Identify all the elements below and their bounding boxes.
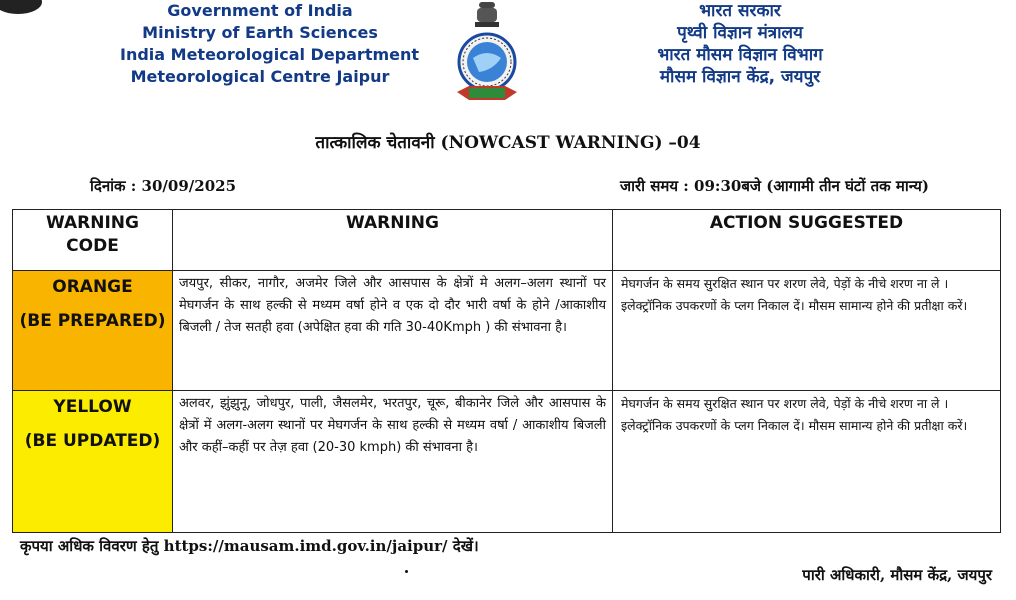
- table-row: [13, 271, 1001, 391]
- warning-code-name: ORANGE: [52, 277, 133, 297]
- details-link-line[interactable]: कृपया अधिक विवरण हेतु https://mausam.imd.gov.in/jaipur/ देखें।: [20, 537, 479, 555]
- warning-code-subtitle: (BE PREPARED): [19, 311, 166, 331]
- imd-emblem-logo: [449, 0, 525, 108]
- action-suggested-text: मेघगर्जन के समय सुरक्षित स्थान पर शरण लेवे, पेड़ों के नीचे शरण ना ले । इलेक्ट्रॉनिक उपकरणों के प्लग निकाल दें। मौसम सामान्य होने की प्रतीक्षा करें।: [613, 271, 1001, 391]
- header-english-line: Ministry of Earth Sciences: [142, 23, 378, 42]
- corner-mark: [0, 0, 42, 14]
- table-row: [13, 391, 1001, 533]
- header-hindi-line: मौसम विज्ञान केंद्र, जयपुर: [659, 67, 821, 87]
- stray-dot: [405, 570, 408, 573]
- header-english-line: Government of India: [167, 1, 353, 20]
- issue-time-line: जारी समय : 09:30बजे (आगामी तीन घंटों तक मान्य): [620, 177, 929, 195]
- warning-table: [12, 209, 1001, 533]
- header-hindi: [620, 0, 860, 88]
- warning-code-cell: [13, 271, 173, 391]
- header-english: [120, 0, 420, 88]
- column-header-action: ACTION SUGGESTED: [613, 210, 1001, 271]
- signatory: पारी अधिकारी, मौसम केंद्र, जयपुर: [802, 566, 992, 584]
- warning-code-subtitle: (BE UPDATED): [24, 431, 161, 451]
- warning-text: अलवर, झुंझुनू, जोधपुर, पाली, जैसलमेर, भरतपुर, चूरू, बीकानेर जिले और आसपास के क्षेत्रों में अलग-अलग स्थानों पर मेघगर्जन के साथ हल्की से मध्यम वर्षा / आकाशीय बिजली और कहीं–कहीं पर तेज़ हवा (20-30 kmph) की संभावना है।: [173, 391, 613, 533]
- header-hindi-line: पृथ्वी विज्ञान मंत्रालय: [677, 23, 803, 43]
- table-header-row: [13, 210, 1001, 271]
- column-header-warning: WARNING: [173, 210, 613, 271]
- warning-code-cell: [13, 391, 173, 533]
- action-suggested-text: मेघगर्जन के समय सुरक्षित स्थान पर शरण लेवे, पेड़ों के नीचे शरण ना ले । इलेक्ट्रॉनिक उपकरणों के प्लग निकाल दें। मौसम सामान्य होने की प्रतीक्षा करें।: [613, 391, 1001, 533]
- header-english-line: Meteorological Centre Jaipur: [130, 67, 390, 86]
- warning-text: जयपुर, सीकर, नागौर, अजमेर जिले और आसपास के क्षेत्रों मे अलग–अलग स्थानों पर मेघगर्जन के साथ हल्की से मध्यम वर्षा होने व एक दो दौर भारी वर्षा के होने /आकाशीय बिजली / तेज सतही हवा (अपेक्षित हवा की गति 30-40Kmph ) की संभावना है।: [173, 271, 613, 391]
- header-english-line: India Meteorological Department: [120, 45, 420, 64]
- header-hindi-line: भारत सरकार: [699, 1, 781, 21]
- column-header-warning-code: WARNING CODE: [13, 210, 173, 271]
- warning-code-name: YELLOW: [53, 397, 132, 417]
- header-hindi-line: भारत मौसम विज्ञान विभाग: [657, 45, 823, 65]
- document-title: तात्कालिक चेतावनी (NOWCAST WARNING) –04: [315, 133, 701, 153]
- date-line: दिनांक : 30/09/2025: [90, 177, 237, 195]
